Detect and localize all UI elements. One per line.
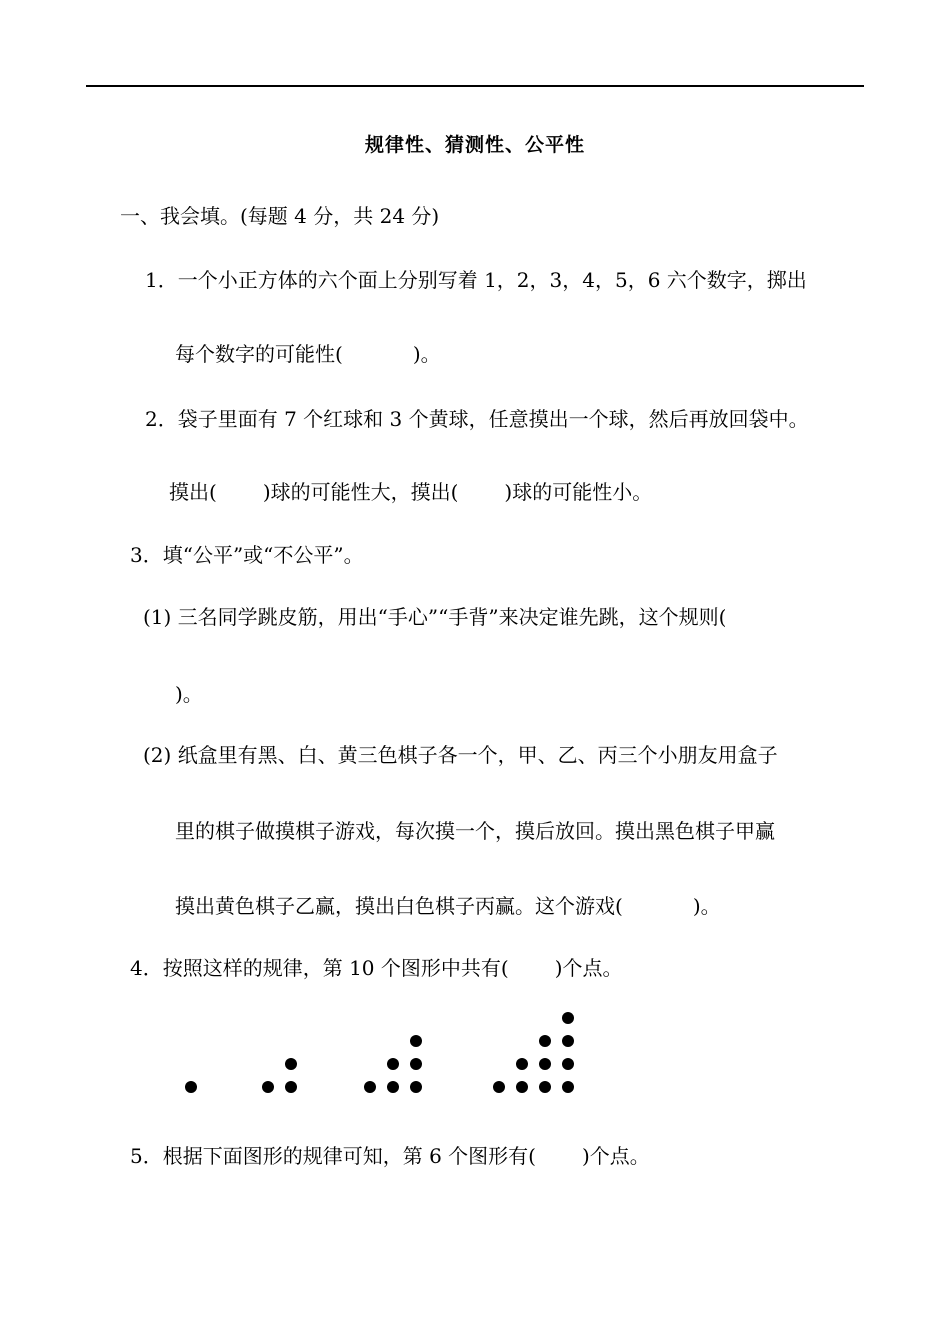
dot-fig2-col2-row1 <box>285 1081 297 1093</box>
dot-fig4-col4-row2 <box>562 1058 574 1070</box>
q3-sub1-line2: )。 <box>175 682 203 706</box>
q5-post: )个点。 <box>581 1144 650 1168</box>
dot-fig4-col4-row4 <box>562 1012 574 1024</box>
dot-fig1-col1-row1 <box>185 1081 197 1093</box>
q3-line1: 3．填“公平”或“不公平”。 <box>130 543 364 567</box>
dot-fig4-col3-row2 <box>539 1058 551 1070</box>
q3-sub2-line3-pre: 摸出黄色棋子乙赢，摸出白色棋子丙赢。这个游戏( <box>175 894 623 918</box>
q3-sub2-line1: (2) 纸盒里有黑、白、黄三色棋子各一个，甲、乙、丙三个小朋友用盒子 <box>143 743 778 767</box>
q2-line2-a: 摸出( <box>169 480 217 504</box>
q1-line2-pre: 每个数字的可能性( <box>175 342 343 366</box>
q3-sub1-line1: (1) 三名同学跳皮筋，用出“手心”“手背”来决定谁先跳，这个规则( <box>143 605 727 629</box>
section-heading: 一、我会填。(每题 4 分，共 24 分) <box>120 204 440 228</box>
dot-layer <box>185 1012 574 1093</box>
q1-line2-post: )。 <box>412 342 441 366</box>
dot-fig2-col2-row2 <box>285 1058 297 1070</box>
q5-pre: 5．根据下面图形的规律可知，第 6 个图形有( <box>130 1144 536 1168</box>
dot-fig3-col3-row1 <box>410 1081 422 1093</box>
dot-fig2-col1-row1 <box>262 1081 274 1093</box>
q1-line1: 1．一个小正方体的六个面上分别写着 1，2，3，4，5，6 六个数字，掷出 <box>145 268 807 292</box>
page-title: 规律性、猜测性、公平性 <box>364 134 585 156</box>
q2-line1: 2．袋子里面有 7 个红球和 3 个黄球，任意摸出一个球，然后再放回袋中。 <box>145 407 809 431</box>
dot-fig3-col3-row3 <box>410 1035 422 1047</box>
dot-fig4-col4-row3 <box>562 1035 574 1047</box>
q3-sub2-line3-post: )。 <box>692 894 721 918</box>
dot-fig4-col2-row1 <box>516 1081 528 1093</box>
dot-fig4-col1-row1 <box>493 1081 505 1093</box>
q2-line2-c: )球的可能性小。 <box>504 480 653 504</box>
dot-fig4-col3-row3 <box>539 1035 551 1047</box>
q2-line2-b: )球的可能性大，摸出( <box>262 480 459 504</box>
dot-fig4-col2-row2 <box>516 1058 528 1070</box>
dot-fig4-col4-row1 <box>562 1081 574 1093</box>
q3-sub2-line2: 里的棋子做摸棋子游戏，每次摸一个，摸后放回。摸出黑色棋子甲赢 <box>175 819 775 843</box>
dot-fig3-col1-row1 <box>364 1081 376 1093</box>
q4-pre: 4．按照这样的规律，第 10 个图形中共有( <box>130 956 509 980</box>
dot-fig4-col3-row1 <box>539 1081 551 1093</box>
q5-line <box>130 1143 650 1169</box>
dot-fig3-col3-row2 <box>410 1058 422 1070</box>
dot-fig3-col2-row2 <box>387 1058 399 1070</box>
q4-post: )个点。 <box>554 956 623 980</box>
dot-fig3-col2-row1 <box>387 1081 399 1093</box>
